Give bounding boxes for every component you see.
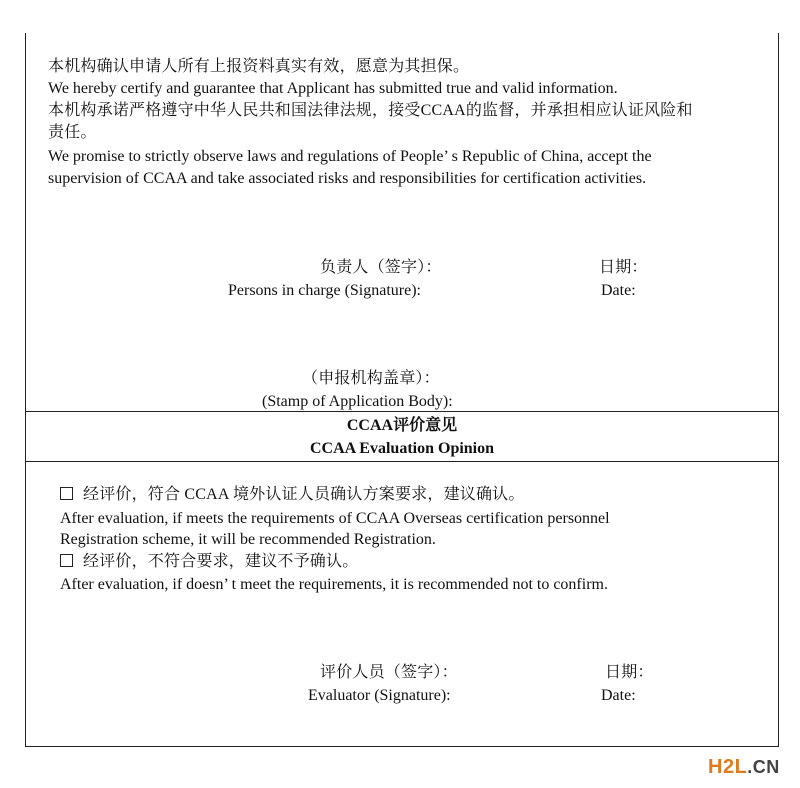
- watermark-tld: .CN: [747, 757, 780, 777]
- option-reject-zh: 经评价，不符合要求，建议不予确认。: [83, 553, 359, 570]
- h2l-watermark: [708, 756, 780, 779]
- stamp-label-zh: （申报机构盖章）：: [302, 370, 440, 387]
- promise-statement-en-line2: supervision of CCAA and take associated risks and responsibilities for certification activities.: [48, 170, 647, 187]
- evaluator-label-en: Evaluator (Signature):: [308, 687, 451, 704]
- evaluation-date-label-en: Date:: [601, 687, 636, 704]
- section-divider-bottom: [26, 461, 778, 462]
- certify-statement-zh: 本机构确认申请人所有上报资料真实有效，愿意为其担保。: [48, 58, 470, 75]
- person-in-charge-label-zh: 负责人（签字）：: [320, 259, 442, 276]
- evaluator-label-zh: 评价人员（签字）：: [320, 664, 458, 681]
- approve-checkbox[interactable]: [60, 487, 73, 500]
- watermark-brand: H2L: [708, 756, 748, 778]
- evaluation-header-zh: CCAA评价意见: [346, 417, 458, 434]
- person-in-charge-label-en: Persons in charge (Signature):: [228, 282, 421, 299]
- certify-statement-en: We hereby certify and guarantee that Applicant has submitted true and valid information.: [48, 80, 618, 97]
- option-reject: [60, 552, 358, 572]
- promise-statement-zh-line1: 本机构承诺严格遵守中华人民共和国法律法规，接受CCAA的监督，并承担相应认证风险和: [48, 102, 693, 119]
- promise-statement-zh-line2: 责任。: [48, 124, 97, 141]
- stamp-label-en: (Stamp of Application Body):: [262, 393, 453, 410]
- application-form: [25, 33, 779, 747]
- evaluation-header-en: CCAA Evaluation Opinion: [309, 440, 495, 457]
- option-approve-en-line1: After evaluation, if meets the requirements of CCAA Overseas certification personnel: [60, 510, 610, 527]
- option-approve-en-line2: Registration scheme, it will be recommended Registration.: [60, 531, 436, 548]
- section-divider-top: [26, 411, 778, 412]
- option-approve: [60, 485, 525, 505]
- option-reject-en-line1: After evaluation, if doesn’ t meet the requirements, it is recommended not to confirm.: [60, 576, 608, 593]
- date-label-en: Date:: [601, 282, 636, 299]
- reject-checkbox[interactable]: [60, 554, 73, 567]
- option-approve-zh: 经评价，符合 CCAA 境外认证人员确认方案要求，建议确认。: [83, 486, 525, 503]
- promise-statement-en-line1: We promise to strictly observe laws and regulations of People’ s Republic of China, accept the: [48, 148, 652, 165]
- evaluation-date-label-zh: 日期：: [605, 664, 654, 681]
- date-label-zh: 日期：: [599, 259, 648, 276]
